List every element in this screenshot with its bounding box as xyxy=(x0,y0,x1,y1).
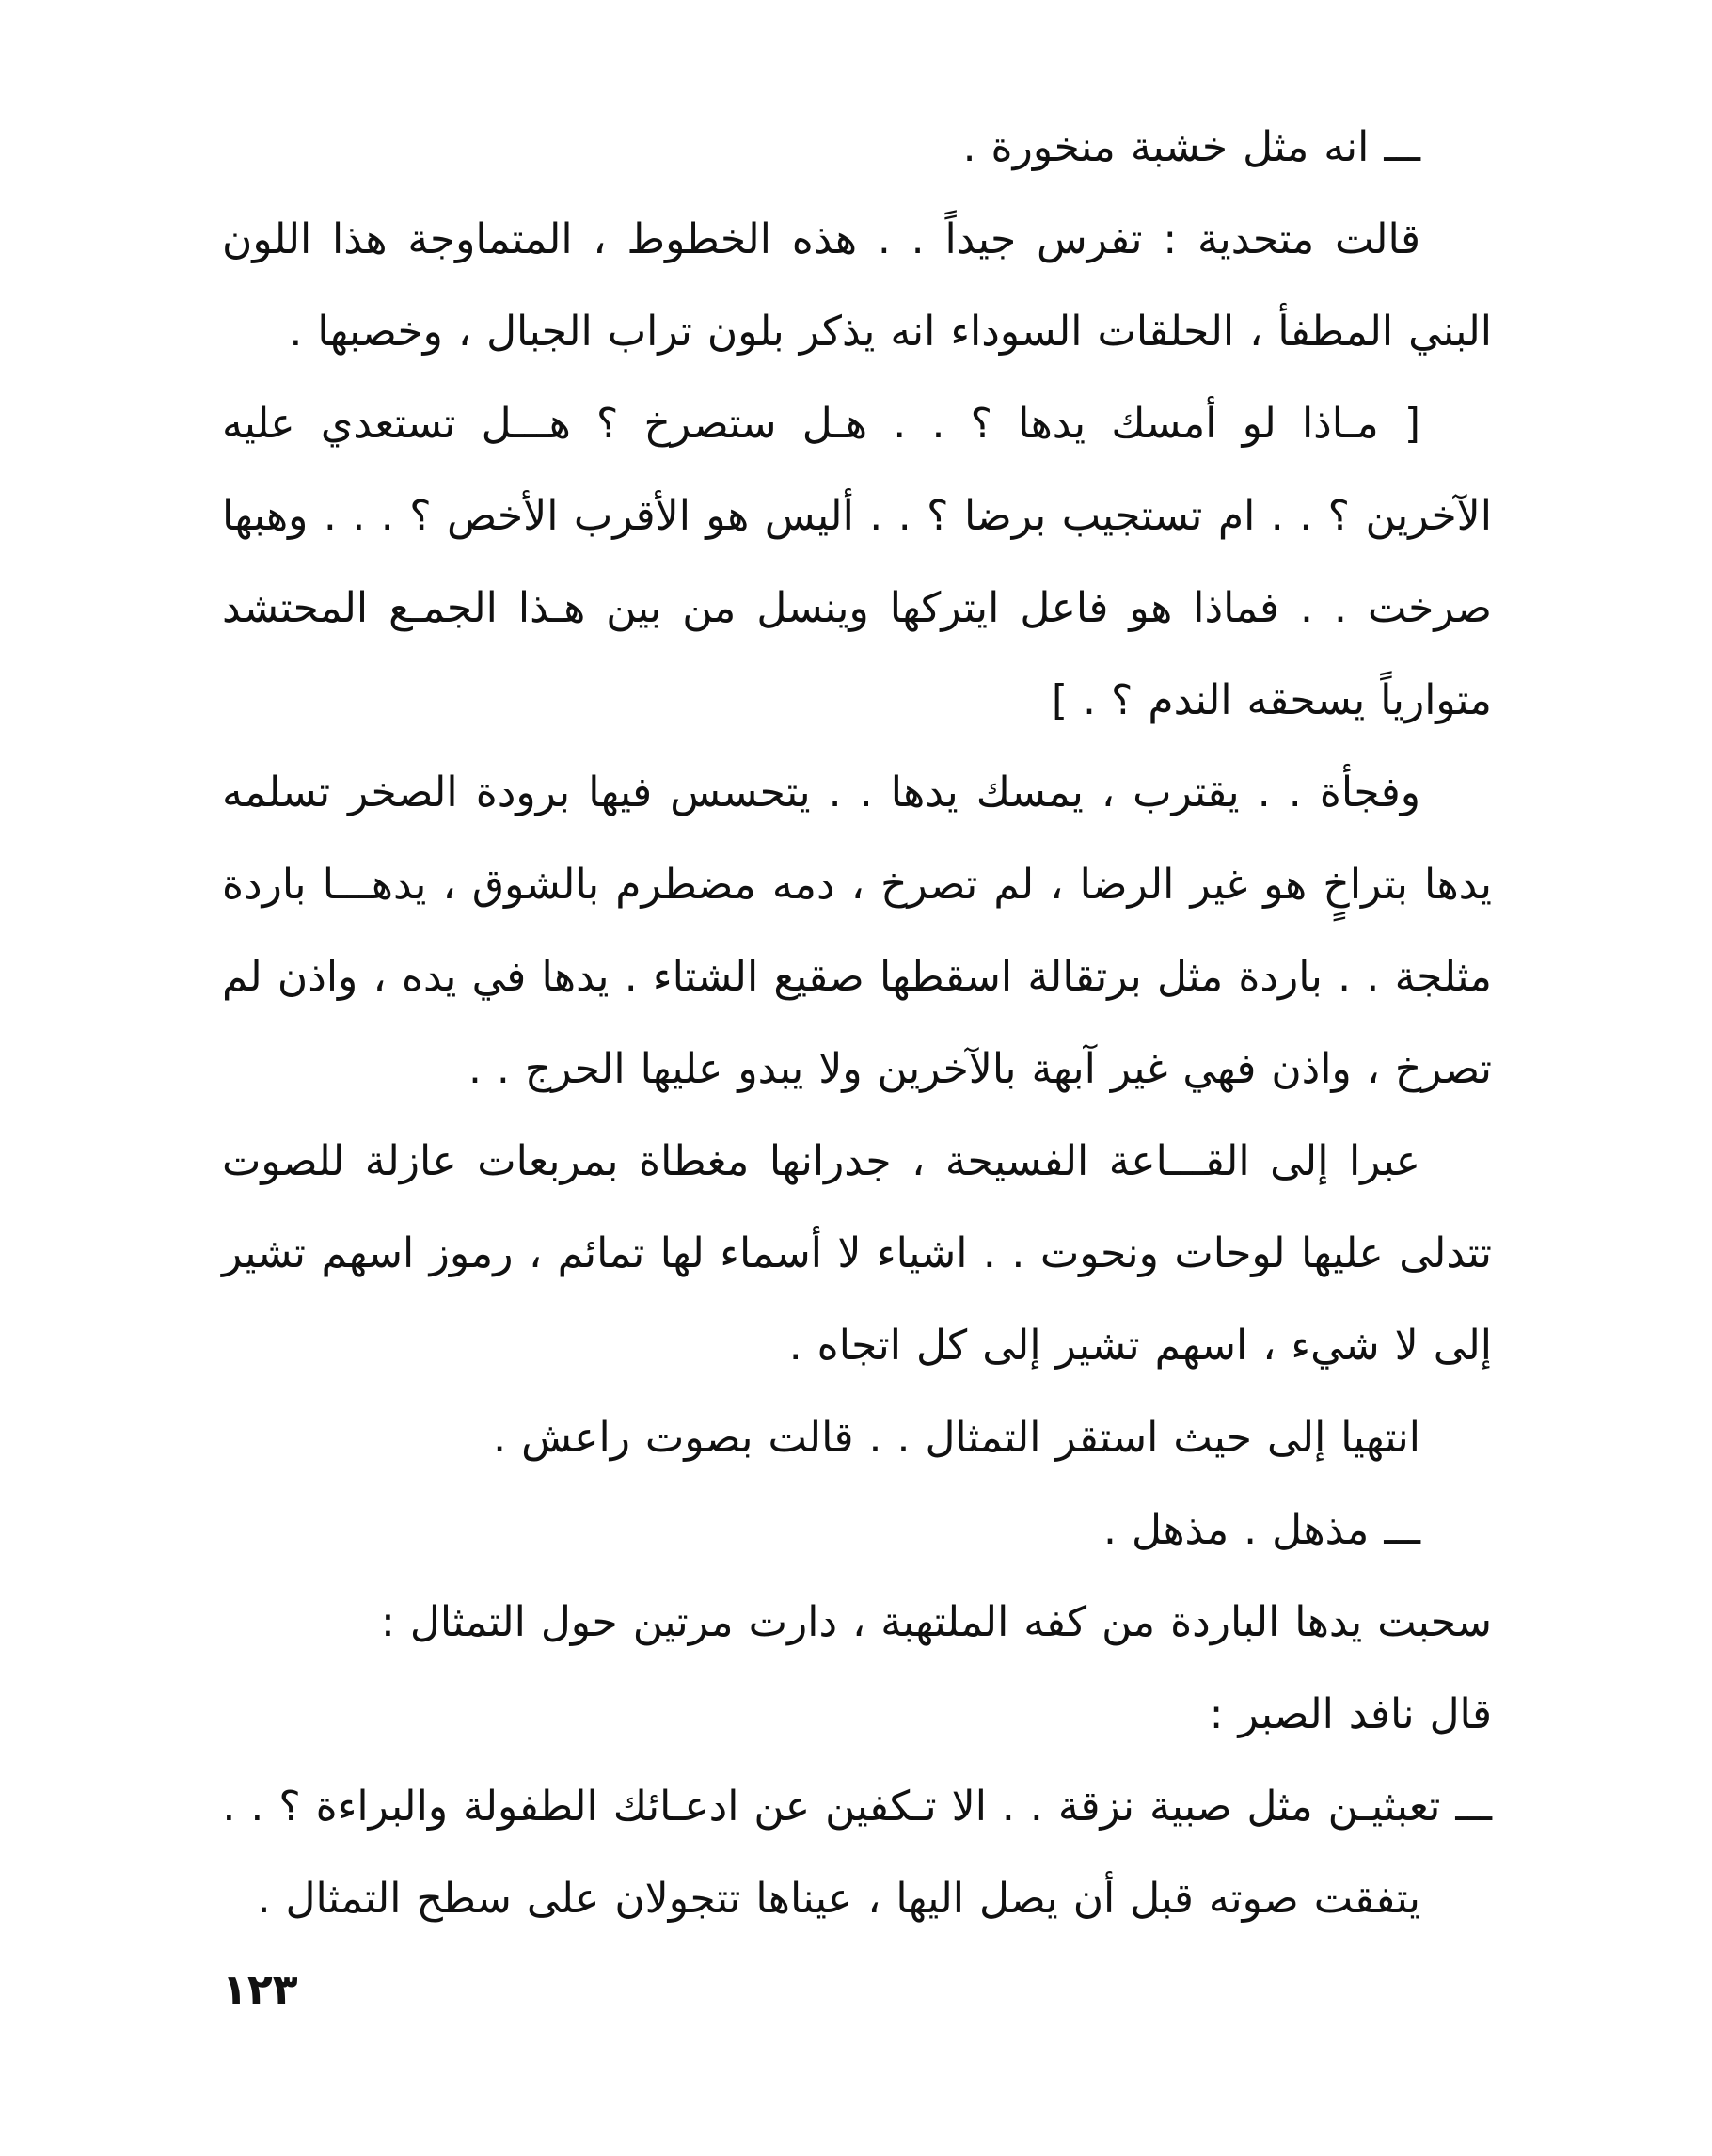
paragraph-9: قال نافد الصبر : xyxy=(1209,1690,1492,1738)
paragraph-6: انتهيا إلى حيث استقر التمثال . . قالت بصوت راعش . xyxy=(493,1414,1420,1462)
body-text xyxy=(222,102,1492,1945)
paragraph-3: [ مـاذا لو أمسك يدها ؟ . . هـل ستصرخ ؟ هـــل تستعدي عليه الآخرين ؟ . . ام تستجيب برضا ؟ . . أليس هو الأقرب الأخص ؟ . . . وهبها صرخت . . فماذا هو فاعل ايتركها وينسل من بين هـذا الجمـع المحتشد متوارياً يسحقه الندم ؟ . ] xyxy=(222,400,1492,724)
paragraph-8: سحبت يدها الباردة من كفه الملتهبة ، دارت مرتين حول التمثال : xyxy=(381,1598,1492,1646)
page-number: ١٢٣ xyxy=(222,1966,298,2014)
paragraph-11: يتفقت صوته قبل أن يصل اليها ، عيناها تتجولان على سطح التمثال . xyxy=(257,1875,1420,1923)
paragraph-7: ـــ مذهل . مذهل . xyxy=(1103,1506,1420,1554)
paragraph-2: قالت متحدية : تفرس جيداً . . هذه الخطوط ، المتماوجة هذا اللون البني المطفأ ، الحلقات السوداء انه يذكر بلون تراب الجبال ، وخصبها . xyxy=(222,215,1492,356)
paragraph-1: ـــ انه مثل خشبة منخورة . xyxy=(962,123,1420,171)
paragraph-4: وفجأة . . يقترب ، يمسك يدها . . يتحسس فيها برودة الصخر تسلمه يدها بتراخٍ هو غير الرضا ، لم تصرخ ، دمه مضطرم بالشوق ، يدهـــا باردة مثلجة . . باردة مثل برتقالة اسقطها صقيع الشتاء . يدها في يده ، واذن لم تصرخ ، واذن فهي غير آبهة بالآخرين ولا يبدو عليها الحرج . . xyxy=(222,769,1492,1093)
paragraph-10: ـــ تعبثيـن مثل صبية نزقة . . الا تـكفين عن ادعـائك الطفولة والبراءة ؟ . . xyxy=(222,1783,1492,1831)
paragraph-5: عبرا إلى القـــاعة الفسيحة ، جدرانها مغطاة بمربعات عازلة للصوت تتدلى عليها لوحات ونحوت . . اشياء لا أسماء لها تمائم ، رموز اسهم تشير إلى لا شيء ، اسهم تشير إلى كل اتجاه . xyxy=(222,1137,1492,1370)
